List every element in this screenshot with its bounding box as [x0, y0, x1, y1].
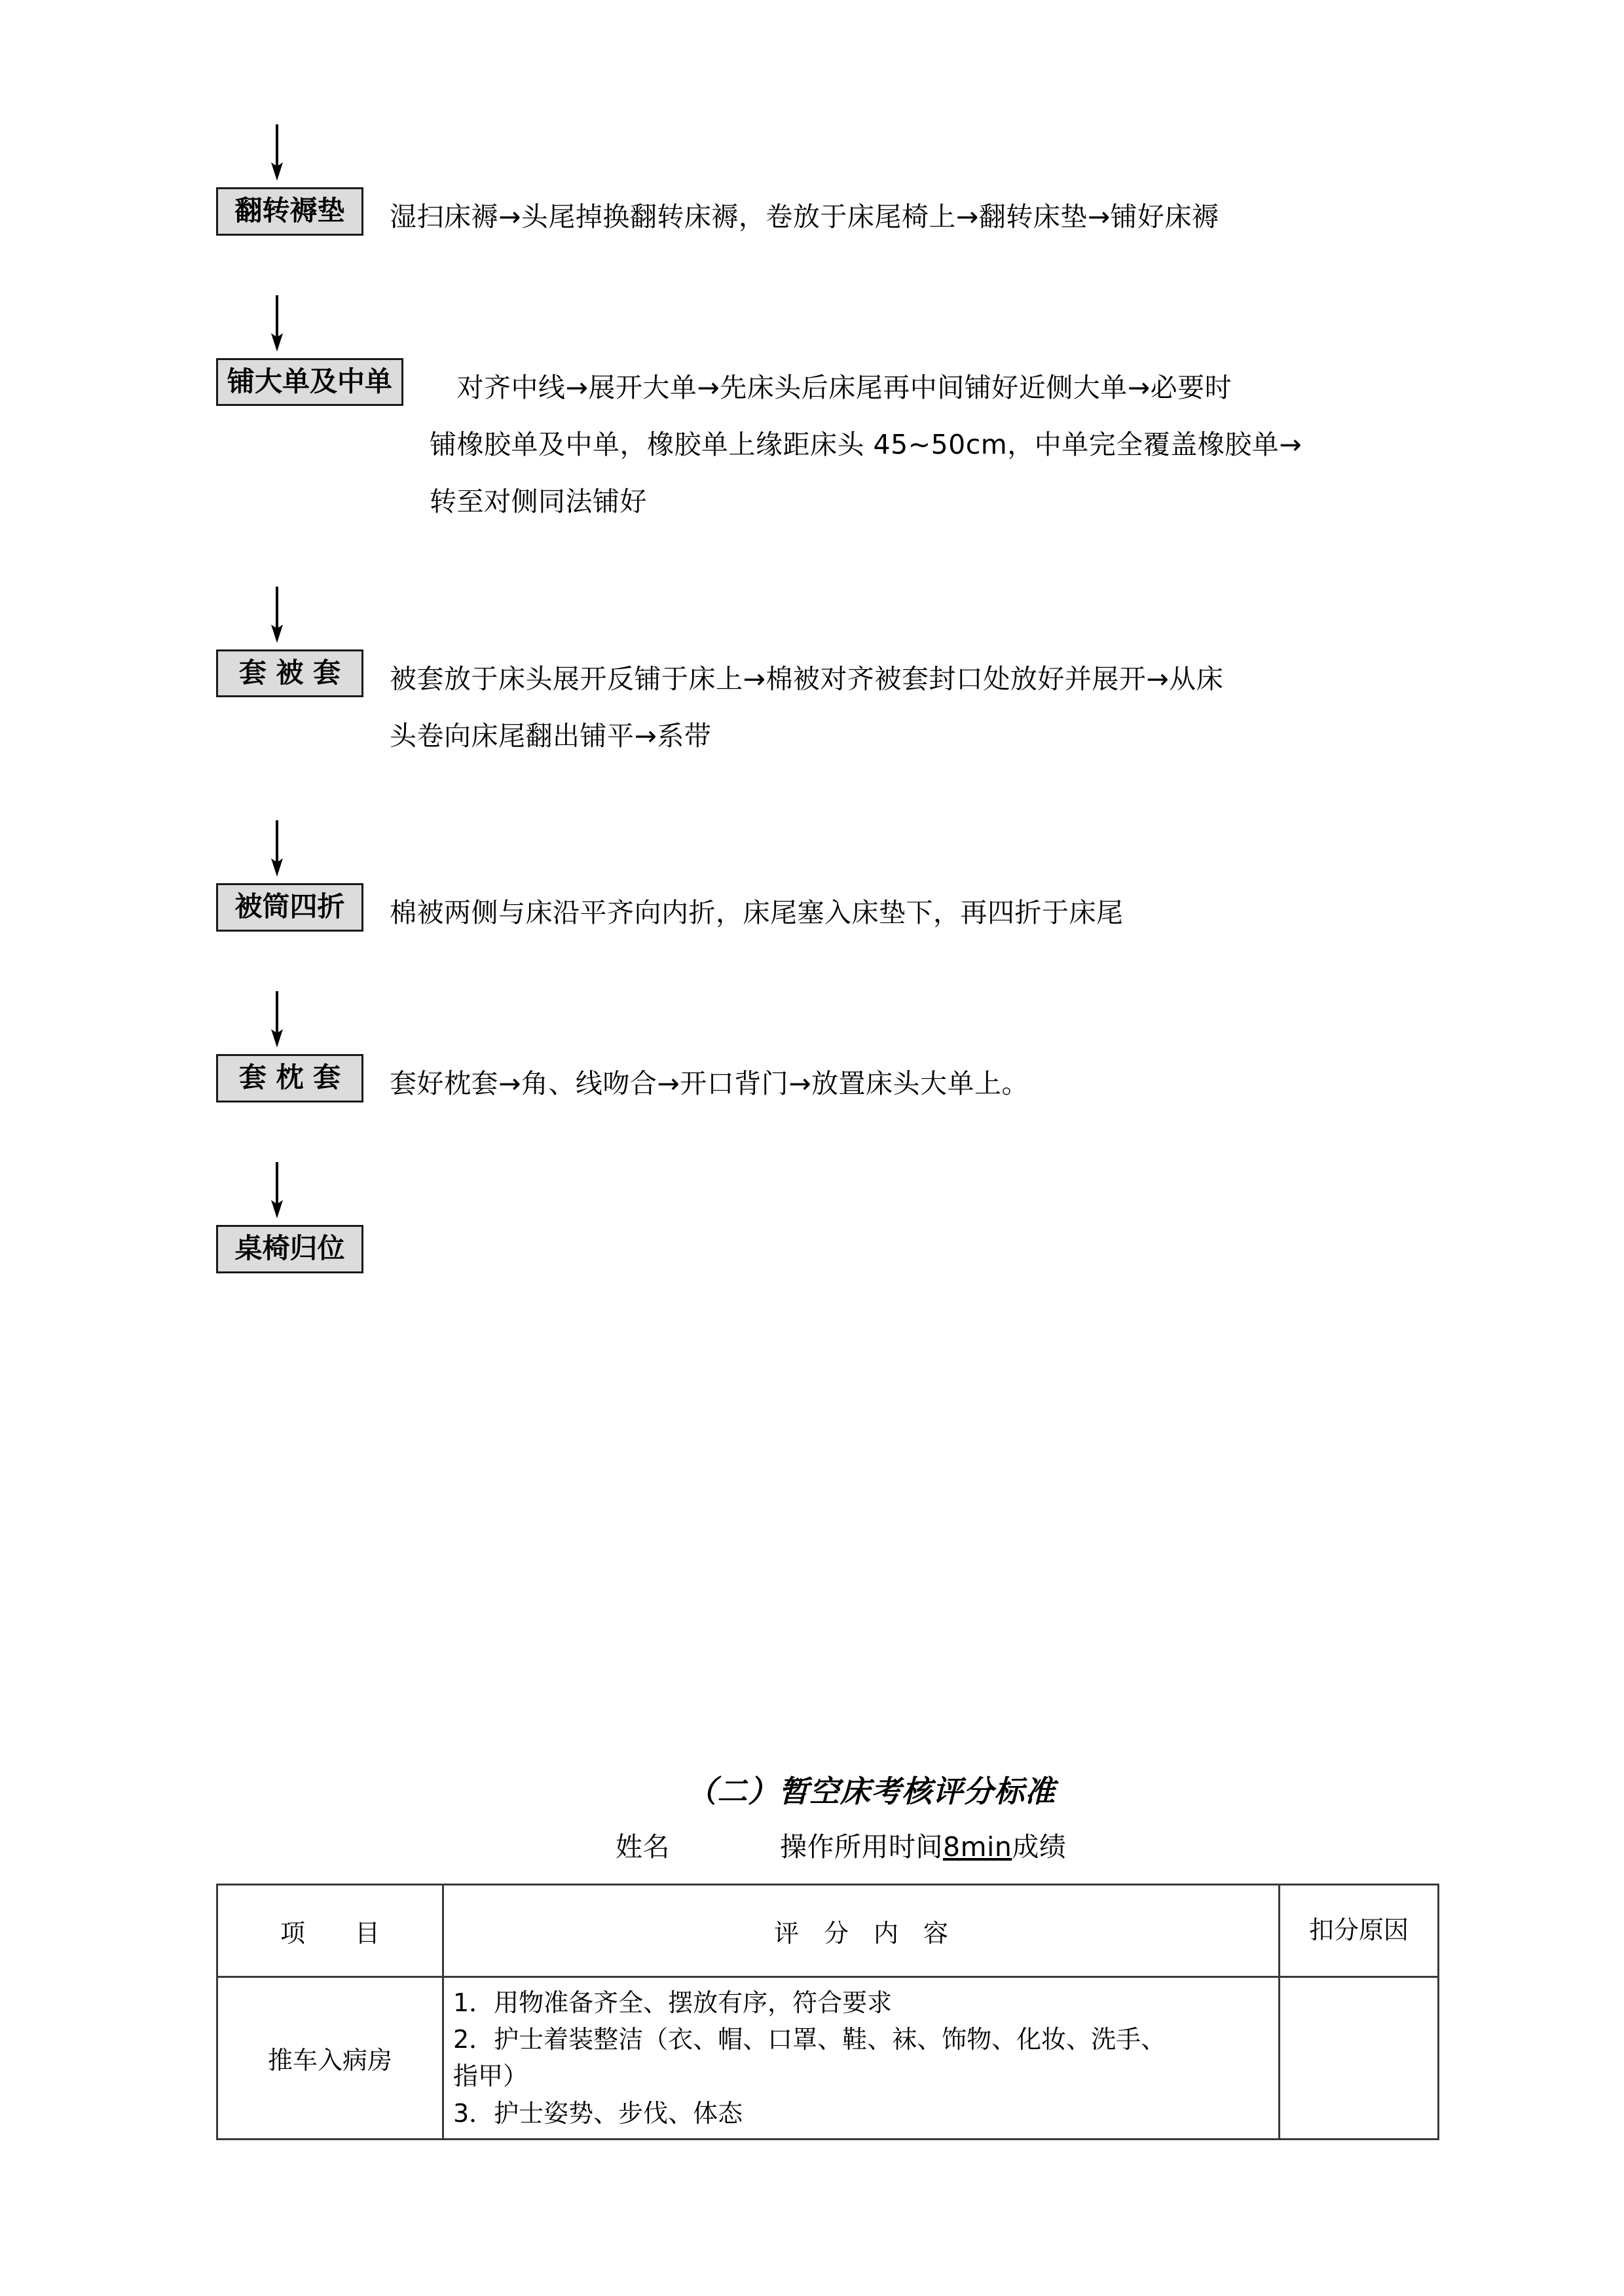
time-label: 操作所用时间: [780, 1831, 943, 1863]
flow-step-5-line-1: 套好枕套→角、线吻合→开口背门→放置床头大单上。: [390, 1068, 1029, 1100]
flow-step-3-line-2: 头卷向床尾翻出铺平→系带: [390, 720, 712, 752]
flow-step-4-label: 被筒四折: [216, 883, 363, 932]
table-header-row: [217, 1885, 1439, 1977]
flow-step-1-label: 翻转褥垫: [216, 187, 363, 236]
row-content-line-1: 1．用物准备齐全、摆放有序，符合要求: [453, 1988, 893, 2017]
down-arrow-icon: [267, 1162, 287, 1218]
row-content-line-2: 2．护士着装整洁（衣、帽、口罩、鞋、袜、饰物、化妆、洗手、: [453, 2025, 1166, 2054]
header-reason: 扣分原因: [1280, 1885, 1439, 1977]
spacer: [216, 530, 1441, 593]
flow-step-4-body: [363, 883, 1441, 941]
spacer: [216, 1169, 1441, 1225]
exam-meta-line: [616, 1825, 1441, 1864]
flow-step-2-line-3: 转至对侧同法铺好: [430, 485, 648, 517]
flow-step-2-label: 铺大单及中单: [216, 358, 403, 407]
down-arrow-icon: [267, 991, 287, 1048]
flow-step-1-body: [363, 187, 1441, 246]
down-arrow-icon: [267, 820, 287, 877]
flow-step-3-line-1: 被套放于床头展开反铺于床上→棉被对齐被套封口处放好并展开→从床: [390, 663, 1224, 695]
flow-step-2-line-1: 对齐中线→展开大单→先床头后床尾再中间铺好近侧大单→必要时: [430, 371, 1232, 403]
flow-step-5-body: [363, 1054, 1441, 1112]
flow-step-2: [216, 358, 1441, 530]
down-arrow-icon: [267, 124, 287, 181]
spacer: [216, 593, 1441, 649]
flow-step-1: [216, 187, 1441, 246]
spacer: [216, 941, 1441, 998]
flow-step-1-line-1: 湿扫床褥→头尾掉换翻转床褥，卷放于床尾椅上→翻转床垫→铺好床褥: [390, 201, 1219, 232]
spacer: [216, 302, 1441, 358]
flow-step-6-label: 桌椅归位: [216, 1225, 363, 1273]
row-content: [443, 1977, 1280, 2140]
header-item: 项 目: [217, 1885, 443, 1977]
row-reason[interactable]: [1280, 1977, 1439, 2140]
flow-step-5-label: 套 枕 套: [216, 1054, 363, 1102]
flow-step-3-body: [363, 649, 1441, 765]
flow-step-4-line-1: 棉被两侧与床沿平齐向内折，床尾塞入床垫下，再四折于床尾: [390, 897, 1124, 929]
flow-step-2-body: [403, 358, 1441, 530]
scoring-standard-section: [216, 1768, 1441, 2140]
flow-step-3-label: 套 被 套: [216, 649, 363, 698]
spacer: [216, 131, 1441, 187]
row-content-line-3: 指甲）: [453, 2062, 528, 2091]
spacer: [216, 764, 1441, 827]
flow-step-4: [216, 883, 1441, 941]
table-row: [217, 1977, 1439, 2140]
row-item-name: 推车入病房: [217, 1977, 443, 2140]
row-content-line-4: 3．护士姿势、步伐、体态: [453, 2098, 743, 2128]
spacer: [216, 827, 1441, 883]
header-content: 评 分 内 容: [443, 1885, 1280, 1977]
name-label: 姓名: [616, 1831, 670, 1863]
score-label: 成绩: [1012, 1831, 1067, 1863]
scoring-table: [216, 1884, 1439, 2140]
flow-step-6: [216, 1225, 1441, 1273]
time-value[interactable]: 8min: [943, 1831, 1012, 1863]
spacer: [216, 998, 1441, 1054]
down-arrow-icon: [267, 295, 287, 352]
down-arrow-icon: [267, 587, 287, 643]
flow-step-5: [216, 1054, 1441, 1112]
procedure-flowchart: [216, 131, 1441, 1273]
spacer: [216, 246, 1441, 302]
flow-step-3: [216, 649, 1441, 765]
flow-step-2-line-2: 铺橡胶单及中单，橡胶单上缘距床头 45~50cm，中单完全覆盖橡胶单→: [430, 428, 1302, 460]
section-title: （二）暂空床考核评分标准: [686, 1774, 1056, 1809]
spacer: [216, 1112, 1441, 1169]
